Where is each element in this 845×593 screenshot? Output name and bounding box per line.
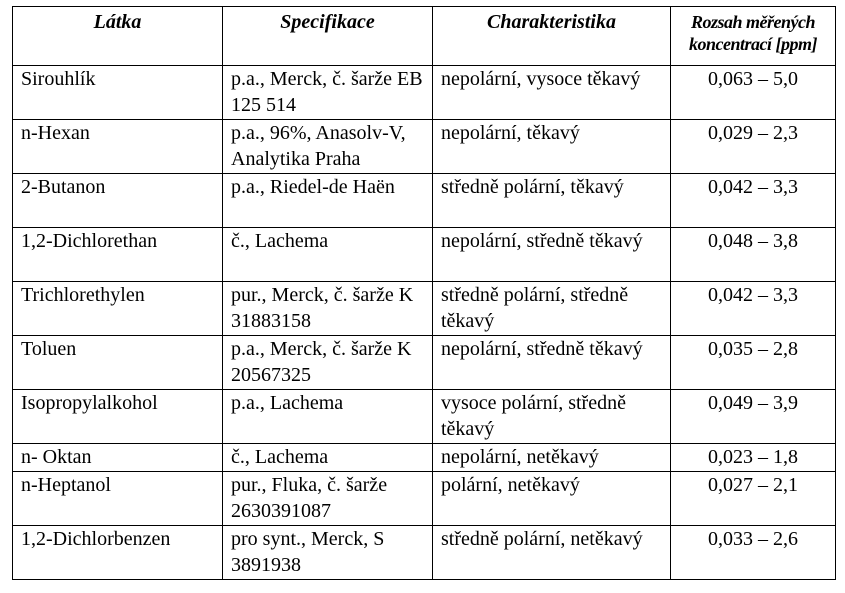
cell-specification: p.a., 96%, Anasolv-V, Analytika Praha — [223, 120, 433, 174]
substances-table — [12, 6, 836, 580]
table-row — [13, 472, 836, 526]
table-row — [13, 228, 836, 282]
table-row — [13, 444, 836, 472]
cell-substance: Sirouhlík — [13, 66, 223, 120]
cell-characteristic: nepolární, středně těkavý — [433, 336, 671, 390]
cell-specification: p.a., Merck, č. šarže K 20567325 — [223, 336, 433, 390]
cell-substance: n- Oktan — [13, 444, 223, 472]
cell-characteristic: nepolární, těkavý — [433, 120, 671, 174]
cell-characteristic: vysoce polární, středně těkavý — [433, 390, 671, 444]
table-body — [13, 66, 836, 580]
table-row — [13, 526, 836, 580]
cell-substance: Isopropylalkohol — [13, 390, 223, 444]
table-row — [13, 174, 836, 228]
cell-specification: p.a., Merck, č. šarže EB 125 514 — [223, 66, 433, 120]
cell-characteristic: středně polární, těkavý — [433, 174, 671, 228]
cell-characteristic: nepolární, středně těkavý — [433, 228, 671, 282]
cell-substance: 1,2-Dichlorethan — [13, 228, 223, 282]
cell-substance: Toluen — [13, 336, 223, 390]
cell-specification: č., Lachema — [223, 444, 433, 472]
cell-range: 0,063 – 5,0 — [671, 66, 836, 120]
header-characteristic: Charakteristika — [433, 7, 671, 66]
table-row — [13, 390, 836, 444]
cell-substance: n-Hexan — [13, 120, 223, 174]
cell-range: 0,035 – 2,8 — [671, 336, 836, 390]
header-substance: Látka — [13, 7, 223, 66]
cell-characteristic: nepolární, vysoce těkavý — [433, 66, 671, 120]
cell-range: 0,049 – 3,9 — [671, 390, 836, 444]
cell-range: 0,048 – 3,8 — [671, 228, 836, 282]
cell-range: 0,033 – 2,6 — [671, 526, 836, 580]
table-row — [13, 120, 836, 174]
cell-specification: pur., Fluka, č. šarže 2630391087 — [223, 472, 433, 526]
cell-substance: n-Heptanol — [13, 472, 223, 526]
cell-range: 0,023 – 1,8 — [671, 444, 836, 472]
cell-range: 0,042 – 3,3 — [671, 174, 836, 228]
cell-substance: 1,2-Dichlorbenzen — [13, 526, 223, 580]
table-row — [13, 282, 836, 336]
cell-characteristic: středně polární, netěkavý — [433, 526, 671, 580]
cell-specification: pur., Merck, č. šarže K 31883158 — [223, 282, 433, 336]
cell-characteristic: nepolární, netěkavý — [433, 444, 671, 472]
cell-range: 0,029 – 2,3 — [671, 120, 836, 174]
table-row — [13, 66, 836, 120]
cell-substance: 2-Butanon — [13, 174, 223, 228]
cell-range: 0,027 – 2,1 — [671, 472, 836, 526]
table-row — [13, 336, 836, 390]
cell-characteristic: středně polární, středně těkavý — [433, 282, 671, 336]
cell-specification: p.a., Lachema — [223, 390, 433, 444]
cell-substance: Trichlorethylen — [13, 282, 223, 336]
cell-characteristic: polární, netěkavý — [433, 472, 671, 526]
cell-specification: pro synt., Merck, S 3891938 — [223, 526, 433, 580]
table-header — [13, 7, 836, 66]
cell-specification: č., Lachema — [223, 228, 433, 282]
header-range: Rozsah měřených koncentrací [ppm] — [671, 7, 836, 66]
header-row — [13, 7, 836, 66]
cell-specification: p.a., Riedel-de Haën — [223, 174, 433, 228]
cell-range: 0,042 – 3,3 — [671, 282, 836, 336]
header-specification: Specifikace — [223, 7, 433, 66]
